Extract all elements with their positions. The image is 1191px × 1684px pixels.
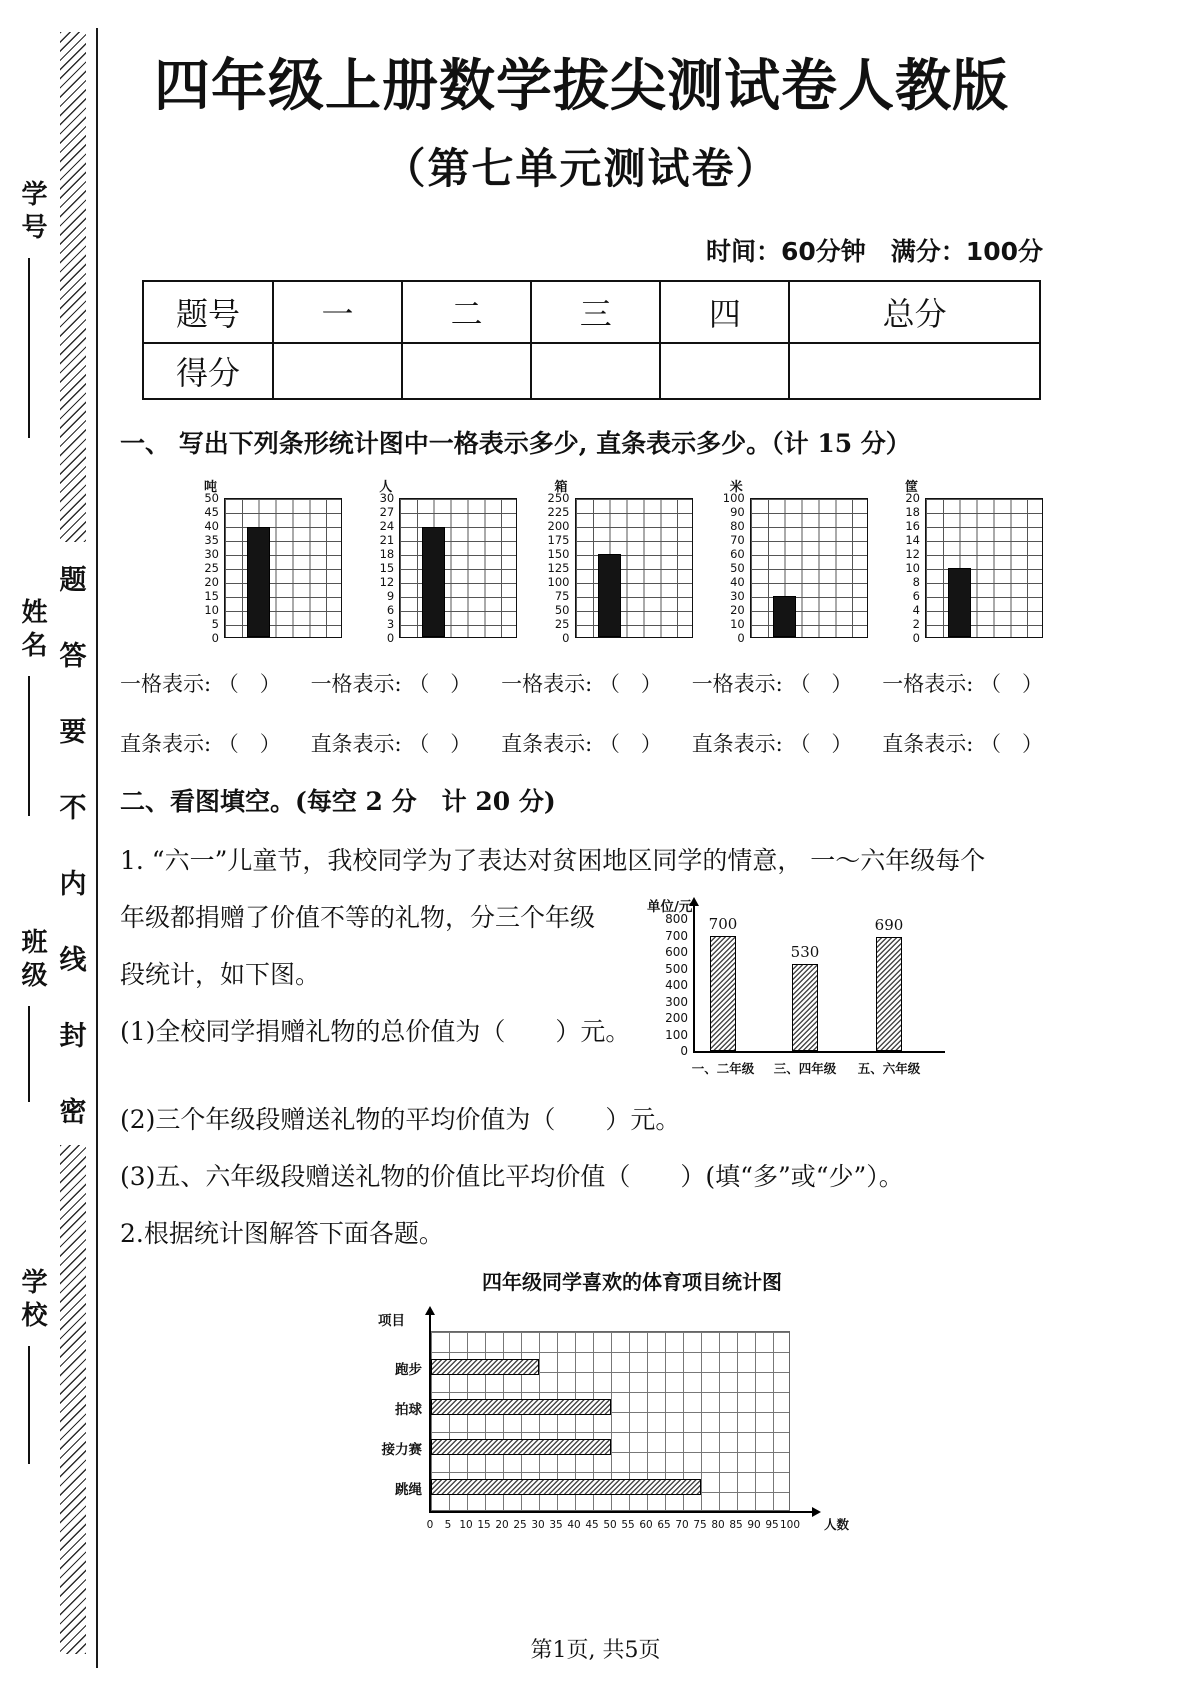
y-axis-tick-label: 150 <box>547 547 570 561</box>
y-axis <box>367 491 397 645</box>
name-label: 姓名 <box>17 598 47 664</box>
y-axis-tick-label: 12 <box>379 575 395 589</box>
y-axis-tick-label: 0 <box>912 631 920 645</box>
mini-bar-chart-baskets <box>893 476 1043 645</box>
q1-left-text <box>120 889 645 1091</box>
y-axis-unit-label: 筐 <box>905 480 919 495</box>
section-one-heading: 一、 写出下列条形统计图中一格表示多少, 直条表示多少。（计 15 分） <box>120 429 911 458</box>
seal-margin <box>0 0 100 1684</box>
student-id-label: 学号 <box>17 180 47 246</box>
donation-bar <box>710 936 736 1052</box>
y-axis-tick-label: 0 <box>386 631 395 645</box>
score-cell-empty <box>660 343 789 399</box>
seal-line-char: 密 <box>59 1096 87 1128</box>
y-axis-tick-label: 16 <box>905 519 920 533</box>
y-axis-tick-label: 80 <box>730 519 745 533</box>
seal-line-char: 不 <box>59 792 87 824</box>
seal-line-char: 答 <box>59 640 87 672</box>
y-axis-tick-label: 90 <box>730 505 745 519</box>
score-table-header-cell: 题号 <box>143 281 273 343</box>
y-axis-category-label: 跳绳 <box>395 1482 422 1498</box>
y-axis-tick-label: 21 <box>379 533 395 547</box>
y-axis-tick-label: 50 <box>554 603 570 617</box>
chart-grid <box>750 498 868 638</box>
page-number: 第1页, 共5页 <box>530 1638 661 1663</box>
donation-bar <box>876 937 902 1051</box>
chart-unit-label: 单位/元 <box>647 899 693 915</box>
q1-sub-question-1: (1)全校同学捐赠礼物的总价值为（ ）元。 <box>120 1017 631 1046</box>
y-axis-tick-label: 10 <box>204 603 219 617</box>
score-table-header-cell: 二 <box>402 281 531 343</box>
y-axis-tick-label: 200 <box>547 519 570 533</box>
y-axis <box>543 491 573 645</box>
y-axis-unit-label: 吨 <box>204 480 218 495</box>
y-axis-tick-label: 10 <box>905 561 920 575</box>
x-axis-tick-label: 90 <box>747 1519 761 1531</box>
answer-blank-label: 一格表示: （ ） <box>501 672 662 696</box>
y-axis-tick-label: 100 <box>722 491 745 505</box>
y-axis-tick-label: 40 <box>730 575 745 589</box>
y-axis-tick-label: 40 <box>204 519 219 533</box>
donation-bar <box>792 964 818 1051</box>
score-cell-empty <box>402 343 531 399</box>
x-axis-tick-label: 65 <box>657 1519 671 1531</box>
seal-line-char: 封 <box>59 1020 87 1052</box>
y-axis-tick-label: 18 <box>379 547 395 561</box>
x-axis-tick-label: 75 <box>693 1519 707 1531</box>
mini-bar-chart-boxes <box>543 476 693 645</box>
y-axis-tick-label: 100 <box>665 1027 688 1042</box>
chart-bar <box>948 568 971 637</box>
sports-chart <box>352 1266 912 1545</box>
answer-blank-label: 一格表示: （ ） <box>120 672 281 696</box>
score-cell-empty <box>531 343 660 399</box>
name-blank-line <box>28 676 30 816</box>
y-axis-tick-label: 500 <box>665 961 688 976</box>
y-axis-tick-label: 2 <box>912 617 920 631</box>
sports-bar <box>431 1359 539 1375</box>
answer-blank-label: 直条表示: （ ） <box>120 732 281 756</box>
x-axis-label: 人数 <box>824 1517 850 1532</box>
page-subtitle: （第七单元测试卷） <box>383 144 780 193</box>
score-table-header-row <box>143 281 1040 343</box>
answer-blank-label: 直条表示: （ ） <box>310 732 472 756</box>
y-axis-tick-label: 6 <box>912 589 920 603</box>
chart-grid <box>224 498 342 638</box>
y-axis-tick-label: 27 <box>379 505 395 519</box>
page-title: 四年级上册数学拔尖测试卷人教版 <box>154 54 1009 119</box>
x-axis-tick-label: 5 <box>444 1519 452 1531</box>
chart-grid <box>575 498 693 638</box>
q1-text-line: 年级都捐赠了价值不等的礼物，分三个年级 <box>120 903 596 932</box>
class-label: 班级 <box>17 928 47 994</box>
y-axis-tick-label: 12 <box>905 547 920 561</box>
x-axis-category-label: 五、六年级 <box>857 1061 921 1076</box>
y-axis-tick-label: 400 <box>665 978 688 992</box>
y-axis-tick-label: 9 <box>386 589 395 603</box>
y-axis-tick-label: 18 <box>905 505 920 519</box>
y-axis <box>718 491 748 645</box>
y-axis-tick-label: 25 <box>204 561 219 575</box>
student-id-blank-line <box>28 258 30 438</box>
x-axis-tick-label: 0 <box>426 1519 434 1531</box>
answer-blank-label: 一格表示: （ ） <box>310 672 472 696</box>
y-axis-tick-label: 20 <box>730 603 745 617</box>
answer-blank-label: 直条表示: （ ） <box>501 732 662 756</box>
x-axis-category-label: 三、四年级 <box>773 1061 837 1076</box>
y-axis-label: 项目 <box>378 1313 405 1329</box>
y-axis-tick-label: 3 <box>386 617 395 631</box>
answer-blank-label: 直条表示: （ ） <box>882 732 1043 756</box>
x-axis-tick-label: 40 <box>567 1519 581 1531</box>
q1-text-and-chart <box>120 889 1043 1091</box>
score-cell-empty <box>789 343 1040 399</box>
y-axis <box>192 491 222 645</box>
mini-bar-chart-tons <box>192 476 342 645</box>
x-axis-tick-label: 85 <box>729 1519 743 1531</box>
y-axis-tick-label: 700 <box>665 928 688 943</box>
y-axis <box>893 491 923 645</box>
hatch-pattern-bottom <box>60 1145 86 1655</box>
y-axis-tick-label: 0 <box>737 631 745 645</box>
chart-bar <box>598 554 621 637</box>
y-axis-tick-label: 15 <box>379 561 395 575</box>
y-axis-unit-label: 米 <box>729 480 743 495</box>
y-axis-tick-label: 0 <box>562 631 570 645</box>
y-axis-tick-label: 6 <box>386 603 395 617</box>
x-axis-tick-label: 50 <box>603 1519 617 1531</box>
x-axis-tick-label: 25 <box>513 1519 527 1531</box>
y-axis-tick-label: 10 <box>730 617 745 631</box>
seal-boundary-line <box>96 28 98 1668</box>
sports-bar <box>431 1439 611 1455</box>
score-row-label: 得分 <box>143 343 273 399</box>
x-axis-category-label: 一、二年级 <box>691 1061 755 1076</box>
y-axis-tick-label: 125 <box>547 561 570 575</box>
class-blank-line <box>28 1006 30 1102</box>
y-axis-unit-label: 人 <box>379 480 393 495</box>
answer-blank-label: 一格表示: （ ） <box>882 672 1043 696</box>
x-axis-tick-label: 15 <box>477 1519 491 1531</box>
y-axis-category-label: 跑步 <box>395 1362 422 1378</box>
y-axis-category-label: 接力赛 <box>381 1442 422 1458</box>
score-table-header-cell: 一 <box>273 281 402 343</box>
y-axis-arrow-icon <box>425 1306 435 1315</box>
q1-text-line: 1. “六一”儿童节，我校同学为了表达对贫困地区同学的情意， 一～六年级每个 <box>120 846 986 875</box>
mini-bar-chart-meters <box>718 476 868 645</box>
mini-bar-chart-people <box>367 476 517 645</box>
hatch-pattern-top <box>60 32 86 542</box>
y-axis-tick-label: 8 <box>912 575 920 589</box>
mini-charts-row <box>192 476 1043 645</box>
sports-chart-canvas <box>352 1305 912 1545</box>
chart-bar <box>422 527 445 637</box>
seal-line-char: 线 <box>59 944 87 976</box>
x-axis-tick-label: 95 <box>765 1519 779 1531</box>
paper-content <box>100 0 1191 1545</box>
y-axis-tick-label: 30 <box>204 547 219 561</box>
donation-chart-canvas <box>645 895 960 1091</box>
section-two-heading: 二、看图填空。(每空 2 分 计 20 分) <box>120 787 556 816</box>
y-axis-tick-label: 25 <box>554 617 570 631</box>
y-axis-tick-label: 600 <box>665 945 688 959</box>
seal-line-char: 题 <box>59 564 87 596</box>
y-axis-tick-label: 75 <box>554 589 570 603</box>
y-axis-tick-label: 5 <box>211 617 219 631</box>
grid-answer-row <box>120 668 1043 698</box>
q1-text-line: 段统计，如下图。 <box>120 960 321 989</box>
x-axis-tick-label: 55 <box>621 1519 635 1531</box>
y-axis-tick-label: 100 <box>547 575 570 589</box>
score-cell-empty <box>273 343 402 399</box>
y-axis-category-label: 拍球 <box>395 1402 422 1418</box>
y-axis-tick-label: 30 <box>730 589 745 603</box>
y-axis-tick-label: 30 <box>379 491 395 505</box>
y-axis-tick-label: 175 <box>547 533 570 547</box>
x-axis-tick-label: 80 <box>711 1519 725 1531</box>
score-table <box>142 280 1041 400</box>
donation-chart <box>645 889 967 1091</box>
chart-grid <box>925 498 1043 638</box>
seal-line-char: 要 <box>59 716 87 748</box>
chart-bar <box>773 596 796 637</box>
school-blank-line <box>28 1346 30 1464</box>
y-axis-tick-label: 800 <box>665 912 688 926</box>
y-axis-tick-label: 50 <box>730 561 745 575</box>
seal-line-text <box>60 542 87 1145</box>
bar-value-label: 700 <box>708 914 738 933</box>
seal-line <box>56 32 90 1654</box>
x-axis-tick-label: 10 <box>459 1519 473 1531</box>
chart-bar <box>247 527 270 637</box>
answer-blank-label: 直条表示: （ ） <box>691 732 853 756</box>
y-axis-unit-label: 箱 <box>554 480 568 495</box>
x-axis-tick-label: 70 <box>675 1519 689 1531</box>
x-axis-tick-label: 20 <box>495 1519 509 1531</box>
score-table-header-cell: 四 <box>660 281 789 343</box>
y-axis-tick-label: 50 <box>204 491 219 505</box>
y-axis-tick-label: 0 <box>680 1044 688 1058</box>
y-axis-tick-label: 250 <box>547 491 570 505</box>
y-axis-tick-label: 24 <box>379 519 395 533</box>
x-axis-line <box>429 1511 813 1513</box>
bar-answer-row <box>120 728 1043 758</box>
x-axis-tick-label: 35 <box>549 1519 563 1531</box>
answer-blank-label: 一格表示: （ ） <box>691 672 853 696</box>
q1-sub-question-2: (2)三个年级段赠送礼物的平均价值为（ ）元。 <box>120 1105 681 1134</box>
bar-value-label: 530 <box>790 942 820 961</box>
y-axis-tick-label: 4 <box>912 603 920 617</box>
time-score-meta: 时间：60分钟 满分：100分 <box>706 237 1043 266</box>
seal-line-char: 内 <box>59 868 87 900</box>
score-table-header-cell: 总分 <box>789 281 1040 343</box>
y-axis-tick-label: 45 <box>204 505 219 519</box>
x-axis-line <box>693 1051 945 1053</box>
chart-grid <box>399 498 517 638</box>
y-axis-tick-label: 35 <box>204 533 219 547</box>
school-label: 学校 <box>17 1268 47 1334</box>
y-axis-tick-label: 70 <box>730 533 745 547</box>
sports-bar <box>431 1479 701 1495</box>
sports-bar <box>431 1399 611 1415</box>
x-axis-tick-label: 30 <box>531 1519 545 1531</box>
bar-value-label: 690 <box>874 916 904 935</box>
y-axis-tick-label: 15 <box>204 589 219 603</box>
x-axis-tick-label: 60 <box>639 1519 653 1531</box>
q1-sub-question-3: (3)五、六年级段赠送礼物的价值比平均价值（ ）(填“多”或“少”）。 <box>120 1162 904 1191</box>
y-axis-tick-label: 200 <box>665 1011 688 1025</box>
y-axis-tick-label: 20 <box>905 491 920 505</box>
sports-chart-title: 四年级同学喜欢的体育项目统计图 <box>482 1270 782 1294</box>
score-table-score-row <box>143 343 1040 399</box>
score-table-header-cell: 三 <box>531 281 660 343</box>
y-axis-tick-label: 0 <box>211 631 219 645</box>
y-axis-tick-label: 300 <box>665 994 688 1009</box>
y-axis-tick-label: 20 <box>204 575 219 589</box>
x-axis-tick-label: 45 <box>585 1519 599 1531</box>
y-axis-tick-label: 60 <box>730 547 745 561</box>
x-axis-tick-label: 100 <box>779 1519 801 1531</box>
y-axis-tick-label: 225 <box>547 505 570 519</box>
y-axis-tick-label: 14 <box>905 533 920 547</box>
q2-intro: 2.根据统计图解答下面各题。 <box>120 1219 444 1248</box>
x-axis-arrow-icon <box>812 1507 821 1517</box>
